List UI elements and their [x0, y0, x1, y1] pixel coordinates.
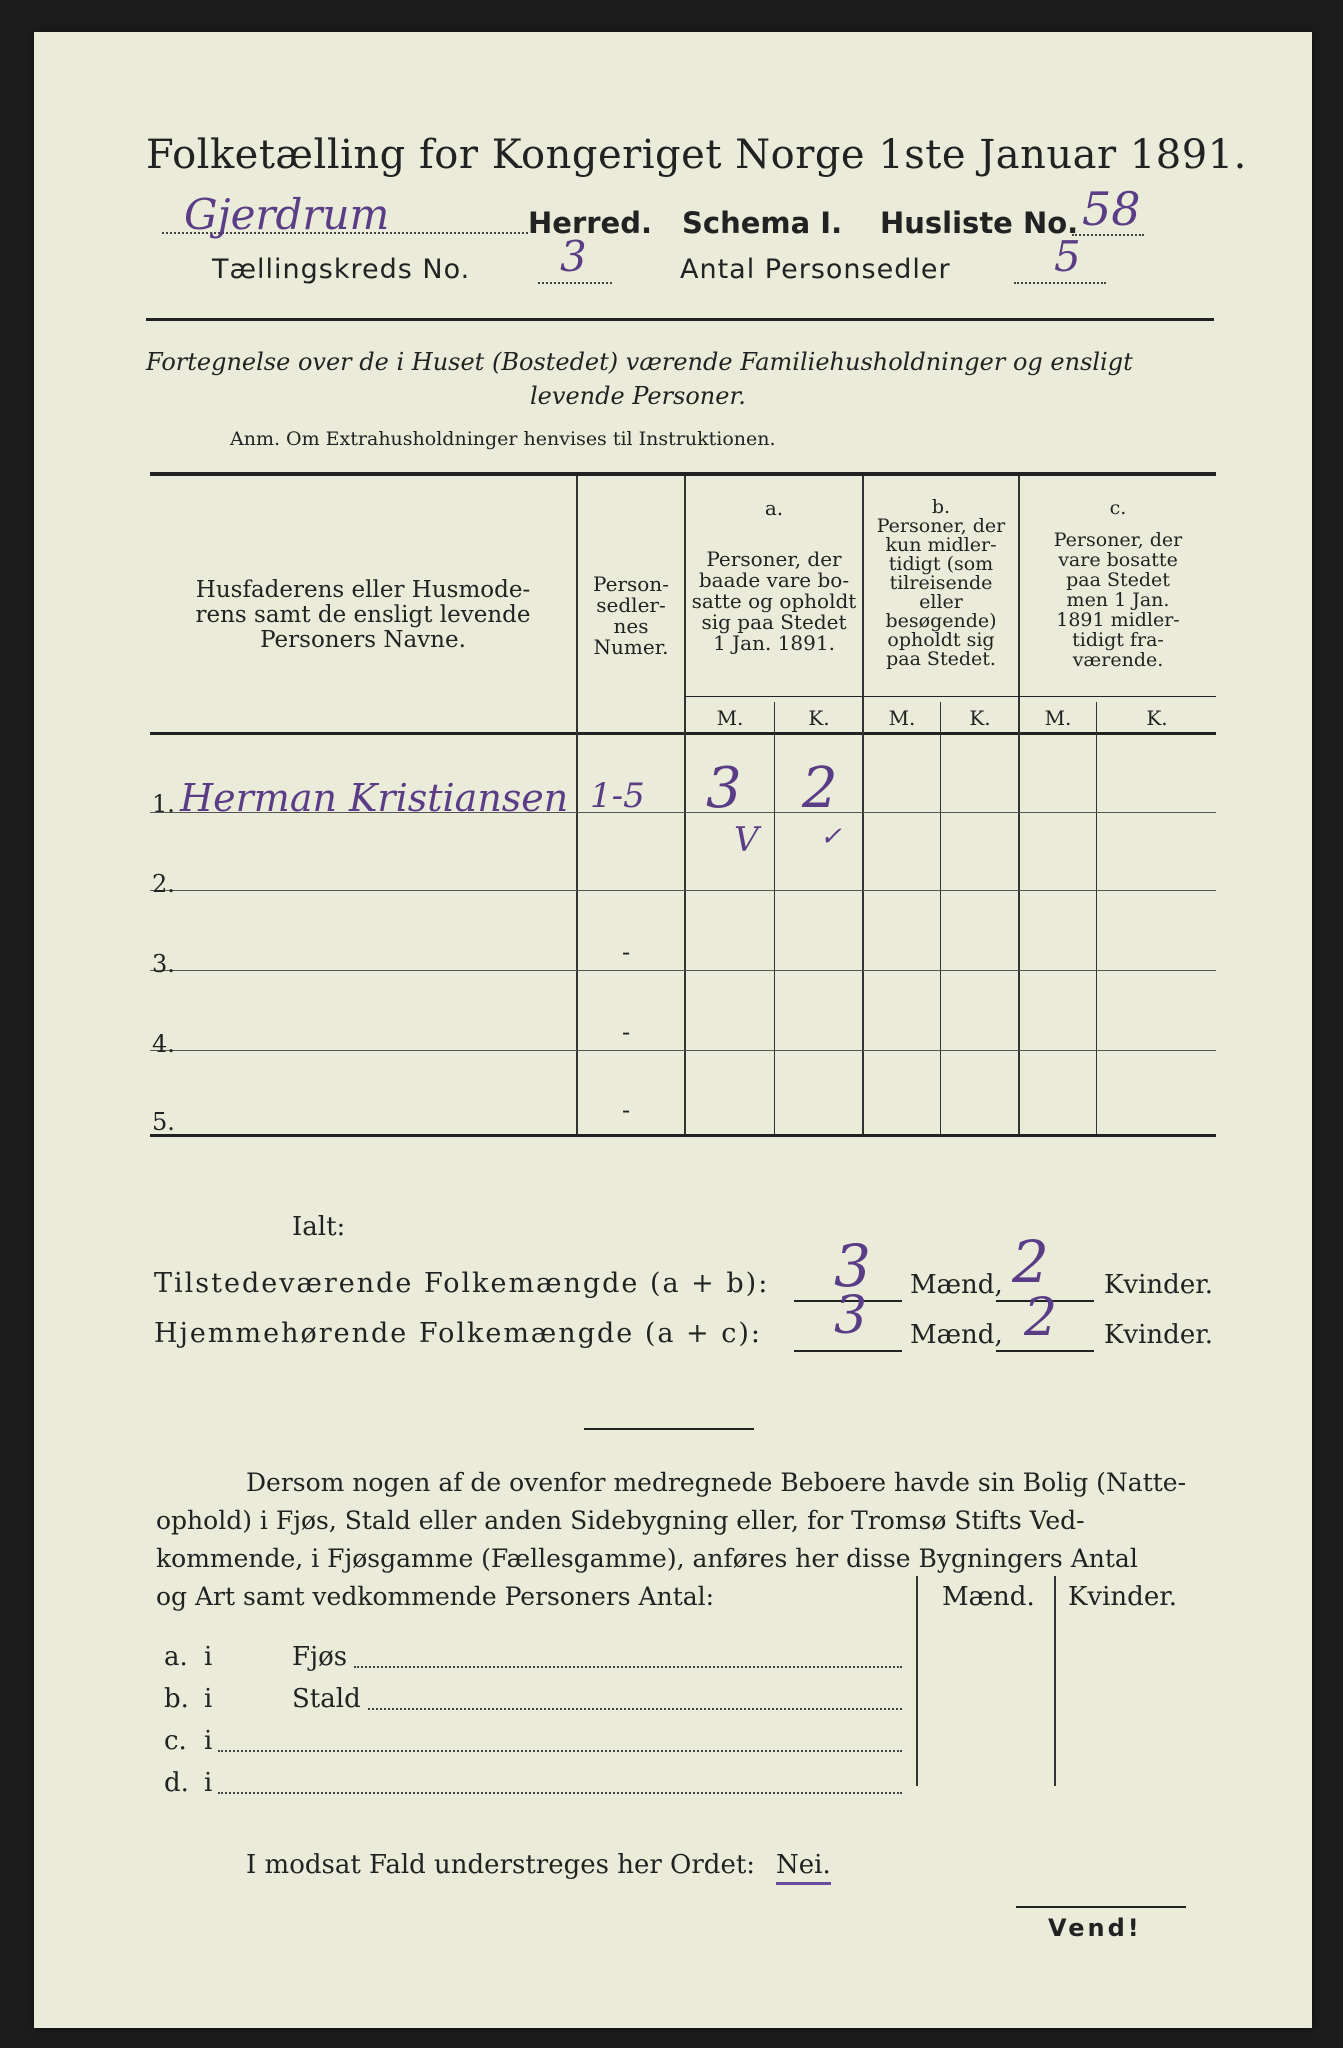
buildings-paragraph: Dersom nogen af de ovenfor medregnede Beboere havde sin Bolig (Natte- ophold) i Fjøs, Stald eller anden Sidebygning eller, for Tromsø Stifts Ved- kommende, i Fjøsgamme (Fællesgamme), anføres her disse Bygningers Antal og Art samt vedkommende Personers Antal:	[156, 1468, 1187, 1611]
totals-line-1-maend: Mænd,	[910, 1270, 1003, 1300]
totals-line-2-kvinder: Kvinder.	[1104, 1320, 1214, 1350]
taellingskreds-label: Tællingskreds No.	[212, 254, 471, 285]
totals-line-2-label: Hjemmehørende Folkemængde (a + c):	[154, 1318, 762, 1349]
separator-rule	[584, 1428, 754, 1430]
herred-value: Gjerdrum	[184, 190, 390, 239]
item-i: i	[204, 1768, 213, 1798]
row-person-num: -	[622, 938, 631, 966]
totals-line-1-label: Tilstedeværende Folkemængde (a + b):	[154, 1268, 770, 1299]
row-person-num: -	[622, 1096, 631, 1124]
nei-word: Nei.	[776, 1850, 831, 1885]
buildings-col-maend: Mænd.	[942, 1582, 1035, 1612]
schema-label: Schema I.	[682, 206, 843, 240]
col-c-k: K.	[1146, 706, 1168, 730]
row-a-k: 2	[802, 756, 838, 821]
buildings-col-kvinder: Kvinder.	[1068, 1582, 1178, 1612]
col-b-k: K.	[969, 706, 991, 730]
item-i: i	[204, 1642, 213, 1672]
item-letter: c.	[164, 1726, 187, 1756]
col-name-header: Husfaderens eller Husmode- rens samt de ensligt levende Personers Navne.	[195, 577, 531, 653]
row-number: 2.	[152, 870, 175, 898]
item-i: i	[204, 1726, 213, 1756]
totals-line-2-m: 3	[834, 1286, 868, 1346]
item-letter: d.	[164, 1768, 189, 1798]
intro-note: Anm. Om Extrahusholdninger henvises til Instruktionen.	[230, 428, 776, 450]
row-name: Herman Kristiansen	[180, 776, 569, 820]
totals-line-1-kvinder: Kvinder.	[1104, 1270, 1214, 1300]
row-a-m: V	[734, 820, 759, 860]
row-number: 1.	[152, 790, 175, 818]
col-a-m: M.	[716, 706, 744, 730]
page-title: Folketælling for Kongeriget Norge 1ste Januar 1891.	[146, 132, 1247, 178]
row-person-num: -	[622, 1018, 631, 1046]
herred-label: Herred.	[528, 206, 652, 240]
antal-dotted-line	[1014, 282, 1106, 284]
modsat-text: I modsat Fald understreges her Ordet:	[246, 1850, 756, 1880]
col-a-k: K.	[808, 706, 830, 730]
intro-line-2: levende Personer.	[530, 382, 746, 410]
row-a-k: ✓	[820, 822, 842, 852]
row-number: 4.	[152, 1030, 175, 1058]
vend-rule	[1016, 1906, 1186, 1908]
taellingskreds-value: 3	[560, 232, 587, 281]
taellingskreds-dotted-line	[538, 282, 612, 284]
vend-label: Vend!	[1048, 1914, 1142, 1942]
row-number: 3.	[152, 950, 175, 978]
intro-line-1: Fortegnelse over de i Huset (Bostedet) værende Familiehusholdninger og ensligt	[146, 348, 1133, 376]
antal-label: Antal Personsedler	[680, 254, 951, 285]
row-person-num: 1-5	[590, 776, 645, 816]
census-sheet	[34, 32, 1312, 2028]
ialt-label: Ialt:	[292, 1212, 346, 1242]
col-b-header: b. Personer, der kun midler- tidigt (som tilreisende eller besøgende) opholdt sig paa Stedet.	[876, 496, 1006, 670]
col-c-header: c. Personer, der vare bosatte paa Stedet men 1 Jan. 1891 midler- tidigt fra- værende.	[1053, 497, 1183, 671]
item-label: Stald	[292, 1684, 361, 1714]
col-c-m: M.	[1044, 706, 1072, 730]
totals-line-1-m: 3	[834, 1232, 871, 1300]
item-letter: b.	[164, 1684, 189, 1714]
row-a-m: 3	[706, 756, 742, 821]
husliste-label: Husliste No.	[880, 206, 1079, 240]
item-i: i	[204, 1684, 213, 1714]
item-letter: a.	[164, 1642, 188, 1672]
husliste-value: 58	[1082, 182, 1141, 236]
totals-line-2-k: 2	[1024, 1288, 1058, 1348]
item-label: Fjøs	[292, 1642, 348, 1672]
header-rule	[146, 318, 1214, 321]
row-number: 5.	[152, 1108, 175, 1136]
col-a-header: a. Personer, der baade vare bo- satte og opholdt sig paa Stedet 1 Jan. 1891.	[691, 496, 857, 655]
col-b-m: M.	[888, 706, 916, 730]
antal-value: 5	[1054, 232, 1081, 281]
totals-line-1-k: 2	[1012, 1228, 1049, 1296]
col-num-header: Person- sedler- nes Numer.	[593, 572, 669, 659]
totals-line-2-maend: Mænd,	[910, 1320, 1003, 1350]
